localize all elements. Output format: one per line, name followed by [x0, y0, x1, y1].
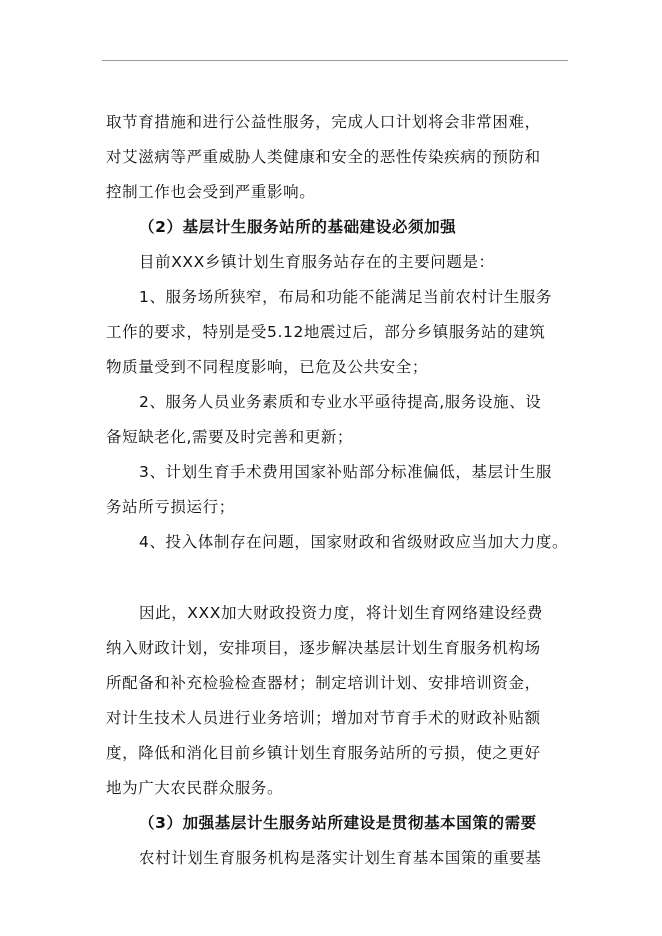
- list-item-3-line-1: 3、计划生育手术费用国家补贴部分标准偏低，基层计生服: [139, 463, 552, 481]
- list-item-2-line-1: 2、服务人员业务素质和专业水平亟待提高,服务设施、设: [139, 393, 542, 411]
- conclusion-line-3: 所配备和补充检验检查器材；制定培训计划、安排培训资金，: [106, 674, 541, 692]
- conclusion-line-2: 纳入财政计划，安排项目，逐步解决基层计划生育服务机构场: [106, 639, 541, 657]
- list-item-1-line-3: 物质量受到不同程度影响，已危及公共安全；: [106, 358, 429, 376]
- list-item-2-line-2: 备短缺老化,需要及时完善和更新；: [106, 428, 354, 446]
- list-item-1-line-1: 1、服务场所狭窄，布局和功能不能满足当前农村计生服务: [139, 288, 552, 306]
- paragraph-line-2: 对艾滋病等严重威胁人类健康和安全的恶性传染疾病的预防和: [106, 148, 541, 166]
- conclusion-line-5: 度，降低和消化目前乡镇计划生育服务站所的亏损，使之更好: [106, 744, 541, 762]
- paragraph-line-3: 控制工作也会受到严重影响。: [106, 183, 316, 201]
- conclusion-line-6: 地为广大农民群众服务。: [106, 779, 284, 797]
- list-item-4-line-1: 4、投入体制存在问题，国家财政和省级财政应当加大力度。: [139, 533, 569, 551]
- paragraph-line-1: 取节育措施和进行公益性服务，完成人口计划将会非常困难，: [106, 113, 541, 131]
- paragraph-final-line-1: 农村计划生育服务机构是落实计划生育基本国策的重要基: [139, 849, 542, 867]
- header-rule: [102, 60, 568, 61]
- conclusion-line-4: 对计生技术人员进行业务培训；增加对节育手术的财政补贴额: [106, 709, 541, 727]
- list-item-1-line-2: 工作的要求，特别是受5.12地震过后，部分乡镇服务站的建筑: [106, 323, 546, 341]
- conclusion-line-1: 因此，XXX加大财政投资力度，将计划生育网络建设经费: [139, 604, 543, 622]
- section-heading-2: （2）基层计生服务站所的基础建设必须加强: [139, 218, 457, 236]
- section-heading-3: （3）加强基层计生服务站所建设是贯彻基本国策的需要: [139, 814, 537, 832]
- paragraph-intro: 目前XXX乡镇计划生育服务站存在的主要问题是：: [139, 253, 495, 271]
- list-item-3-line-2: 务站所亏损运行；: [106, 498, 235, 516]
